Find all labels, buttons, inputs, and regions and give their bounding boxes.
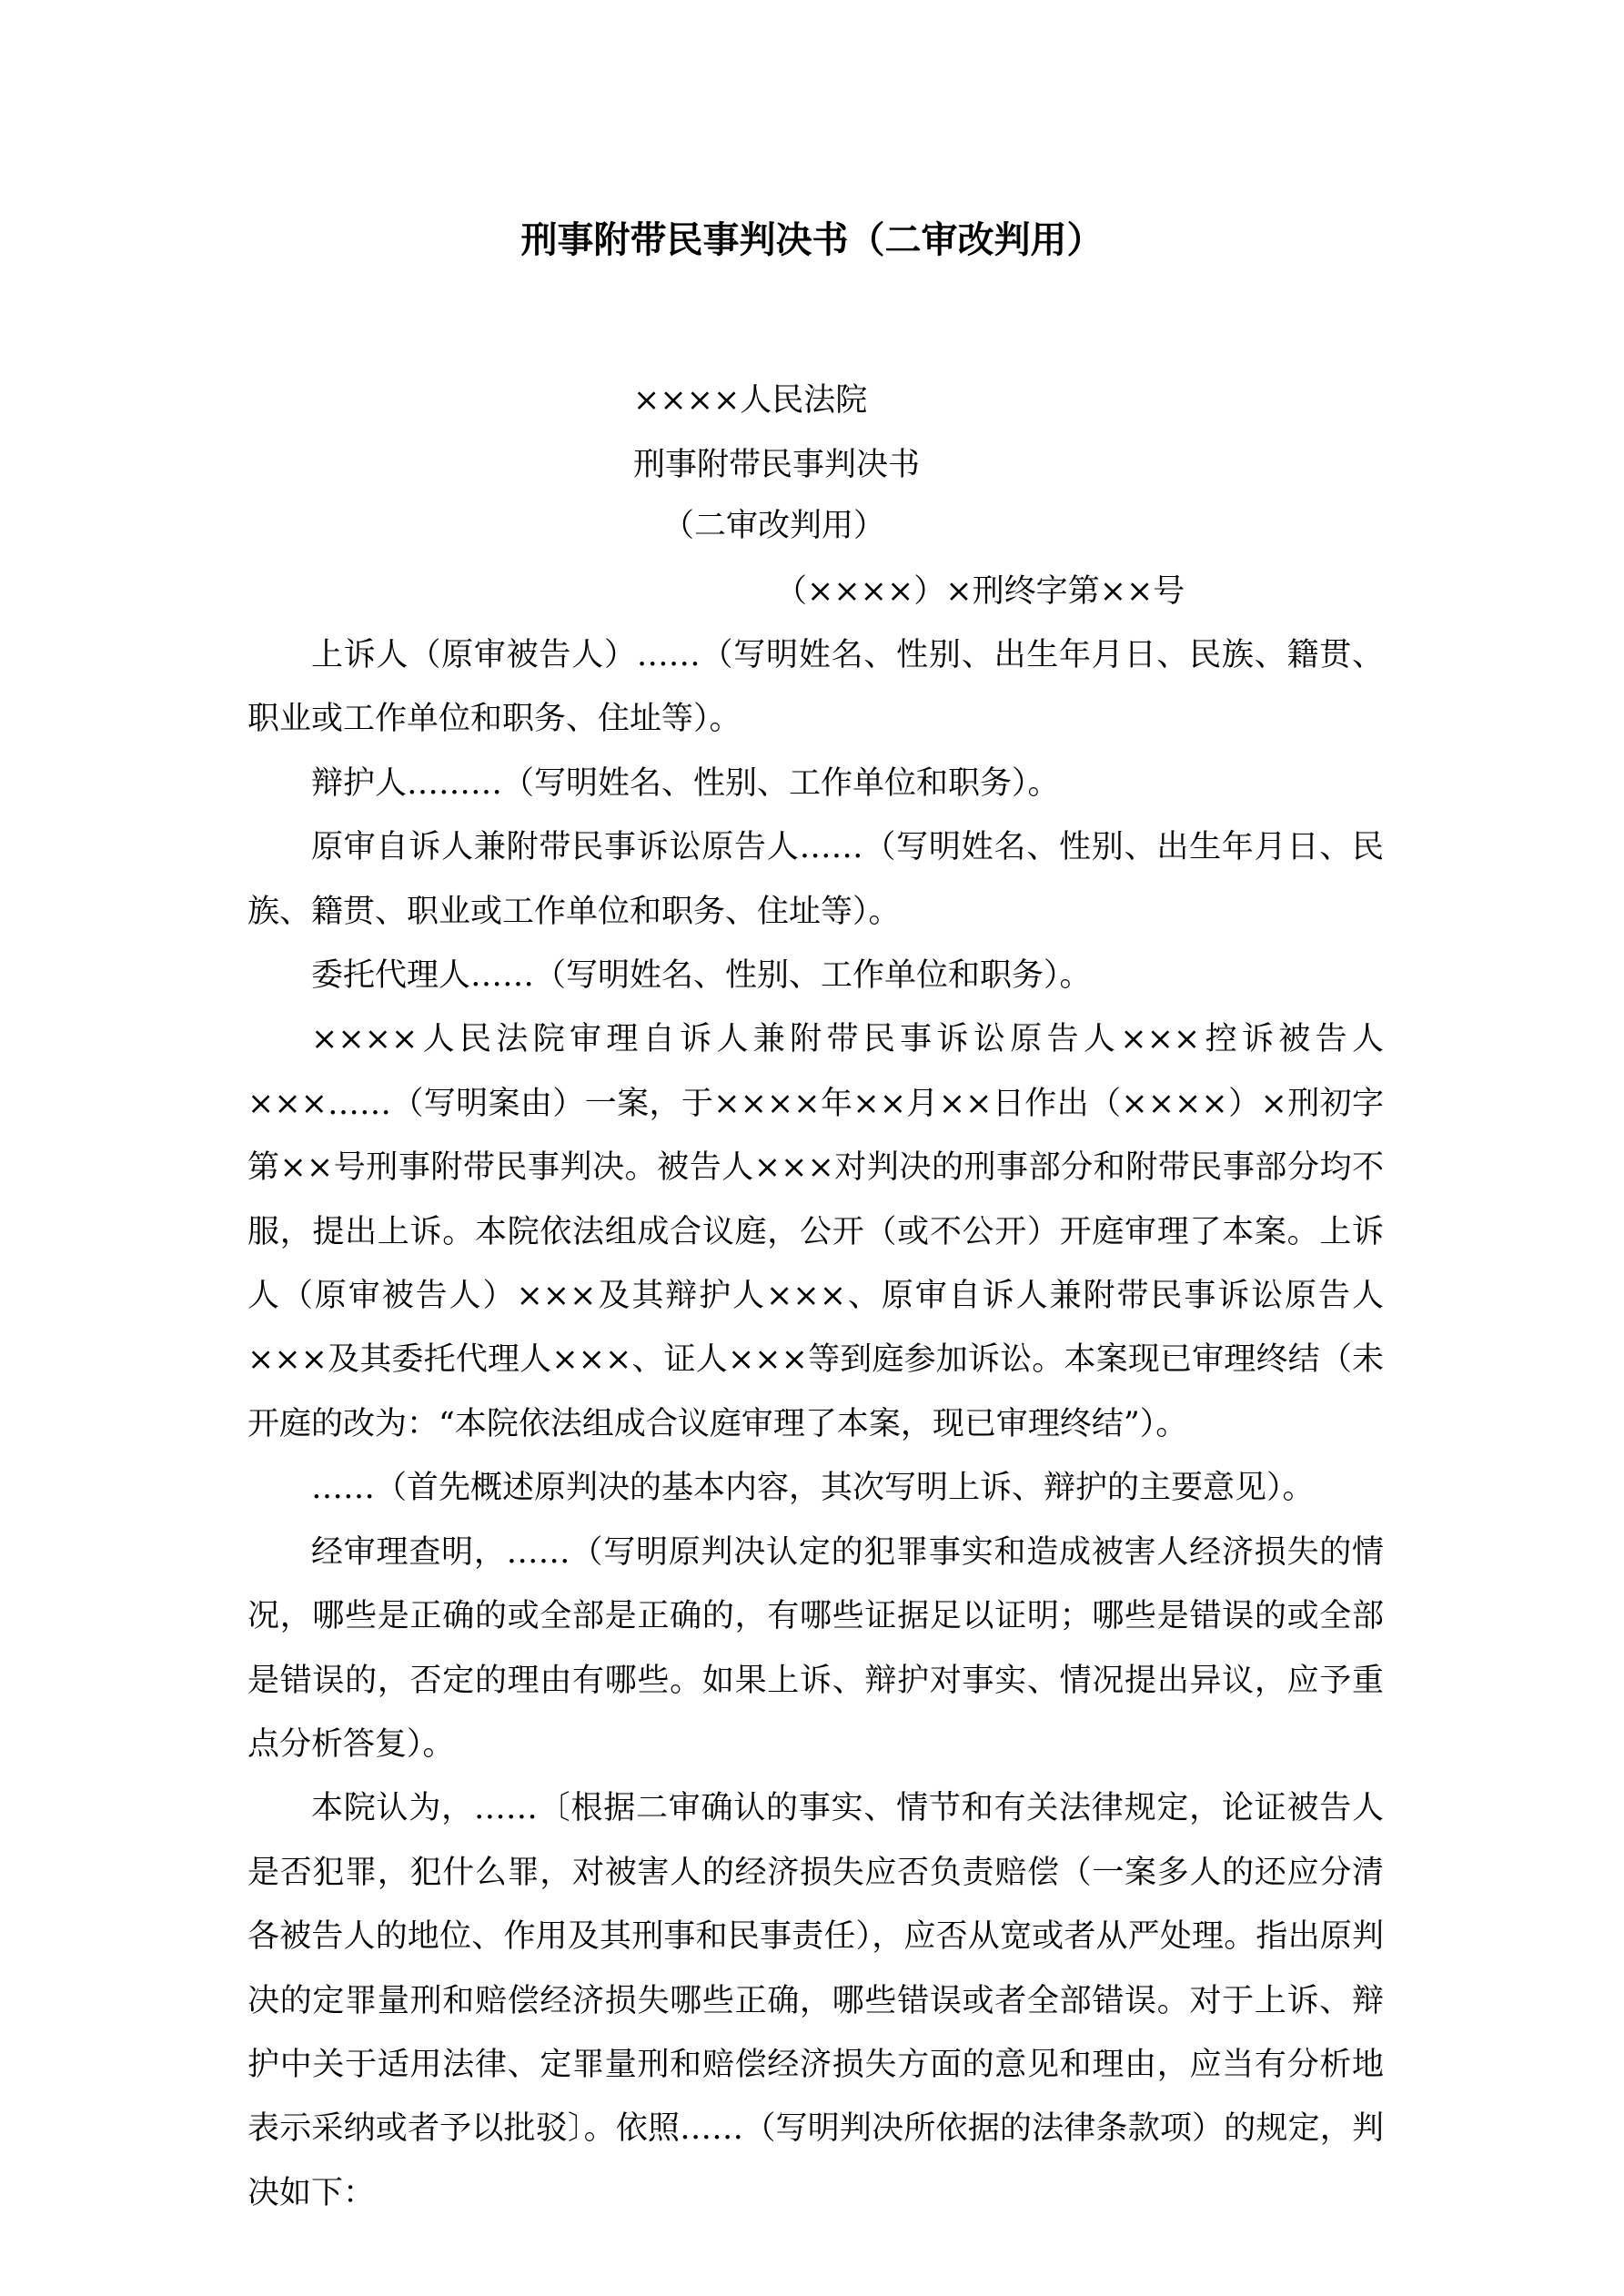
paragraph-appellant: 上诉人（原审被告人）……（写明姓名、性别、出生年月日、民族、籍贯、职业或工作单位和职务、住址等）。 bbox=[247, 637, 1384, 738]
document-title: 刑事附带民事判决书（二审改判用） bbox=[520, 218, 1104, 261]
paragraph-case-history: ××××人民法院审理自诉人兼附带民事诉讼原告人×××控诉被告人×××……（写明案由）一案，于××××年××月××日作出（××××）×刑初字第××号刑事附带民事判决。被告人×××对判决的刑事部分和附带民事部分均不服，提出上诉。本院依法组成合议庭，公开（或不公开）开庭审理了本案。上诉人（原审被告人）×××及其辩护人×××、原审自诉人兼附带民事诉讼原告人×××及其委托代理人×××、证人×××等到庭参加诉讼。本案现已审理终结（未开庭的改为：“本院依法组成合议庭审理了本案，现已审理终结”）。 bbox=[247, 1021, 1384, 1442]
paragraph-original-plaintiff: 原审自诉人兼附带民事诉讼原告人……（写明姓名、性别、出生年月日、民族、籍贯、职业或工作单位和职务、住址等）。 bbox=[247, 829, 1384, 930]
document-body bbox=[247, 623, 1384, 2225]
document-type: 刑事附带民事判决书 bbox=[633, 447, 921, 483]
case-number: （××××）×刑终字第××号 bbox=[775, 573, 1185, 610]
paragraph-agent: 委托代理人……（写明姓名、性别、工作单位和职务）。 bbox=[311, 957, 1092, 995]
document-subtype: （二审改判用） bbox=[662, 508, 886, 544]
paragraph-defender: 辩护人………（写明姓名、性别、工作单位和职务）。 bbox=[311, 764, 1060, 802]
court-name: ××××人民法院 bbox=[633, 382, 868, 419]
paragraph-summary: ……（首先概述原判决的基本内容，其次写明上诉、辩护的主要意见）。 bbox=[311, 1470, 1315, 1507]
paragraph-findings: 经审理查明，……（写明原判决认定的犯罪事实和造成被害人经济损失的情况，哪些是正确的或全部是正确的，有哪些证据足以证明；哪些是错误的或全部是错误的，否定的理由有哪些。如果上诉、辩护对事实、情况提出异议，应予重点分析答复）。 bbox=[247, 1533, 1384, 1763]
paragraph-court-opinion: 本院认为，……〔根据二审确认的事实、情节和有关法律规定，论证被告人是否犯罪，犯什么罪，对被害人的经济损失应否负责赔偿（一案多人的还应分清各被告人的地位、作用及其刑事和民事责任），应否从宽或者从严处理。指出原判决的定罪量刑和赔偿经济损失哪些正确，哪些错误或者全部错误。对于上诉、辩护中关于适用法律、定罪量刑和赔偿经济损失方面的意见和理由，应当有分析地表示采纳或者予以批驳〕。依照……（写明判决所依据的法律条款项）的规定，判决如下： bbox=[247, 1790, 1384, 2211]
